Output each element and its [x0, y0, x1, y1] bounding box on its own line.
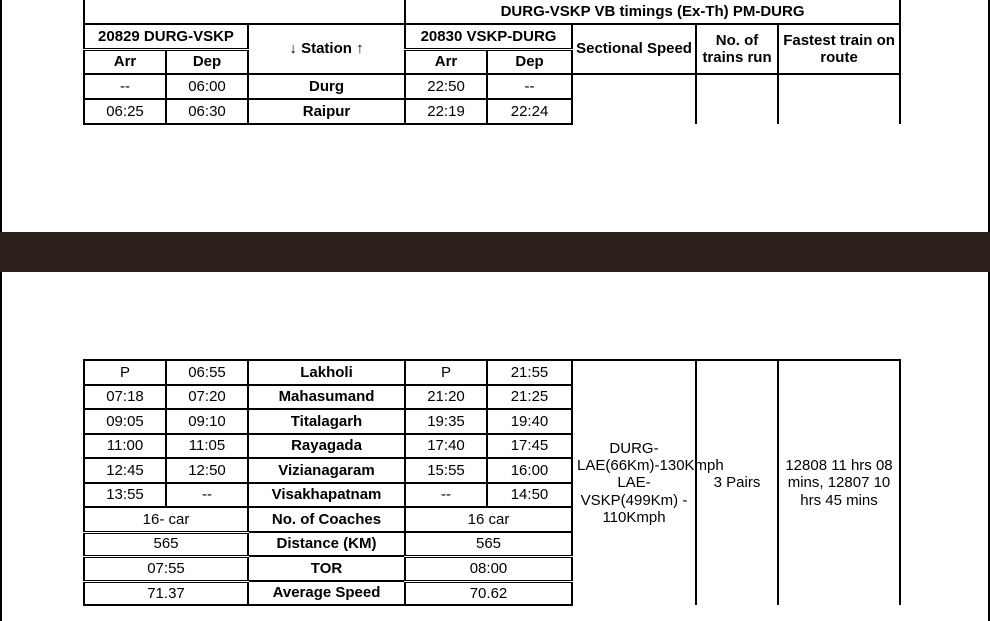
up-arr: -- — [405, 483, 487, 507]
down-dep-header: Dep — [166, 49, 248, 74]
timetable-top — [83, 0, 901, 125]
down-dep: 12:50 — [166, 458, 248, 483]
fastest-train-text: 12808 11 hrs 08 mins, 12807 10 hrs 45 mins — [778, 360, 900, 605]
down-arr-header: Arr — [84, 49, 166, 74]
up-dep: 21:25 — [487, 385, 572, 409]
down-dep: 06:30 — [166, 99, 248, 124]
page-left-border — [0, 0, 2, 621]
station-name: Visakhapatnam — [248, 483, 405, 507]
station-name: Lakholi — [248, 360, 405, 385]
down-dep: 07:20 — [166, 385, 248, 409]
up-arr: 22:50 — [405, 74, 487, 99]
up-dep: -- — [487, 74, 572, 99]
sectional-speed-header: Sectional Speed — [572, 24, 696, 74]
summary-label: No. of Coaches — [248, 507, 405, 532]
station-name: Vizianagaram — [248, 458, 405, 483]
trains-run-cell-top — [696, 74, 778, 124]
up-summary: 565 — [405, 532, 572, 556]
station-header: ↓ Station ↑ — [248, 24, 405, 74]
down-arr: 12:45 — [84, 458, 166, 483]
summary-label: Distance (KM) — [248, 532, 405, 556]
trains-run-header: No. of trains run — [696, 24, 778, 74]
station-name: Titalagarh — [248, 409, 405, 434]
up-arr: 15:55 — [405, 458, 487, 483]
down-dep: 06:55 — [166, 360, 248, 385]
sectional-speed-text: DURG-LAE(66Km)-130Kmph LAE-VSKP(499Km) - 110Kmph — [572, 360, 696, 605]
station-name: Durg — [248, 74, 405, 99]
down-dep: 11:05 — [166, 434, 248, 458]
up-summary: 70.62 — [405, 581, 572, 605]
summary-label: Average Speed — [248, 581, 405, 605]
up-dep: 16:00 — [487, 458, 572, 483]
up-arr: P — [405, 360, 487, 385]
up-dep: 22:24 — [487, 99, 572, 124]
train-up-header: 20830 VSKP-DURG — [405, 24, 572, 49]
down-summary: 16- car — [84, 507, 248, 532]
page-separator — [0, 232, 990, 272]
up-summary: 08:00 — [405, 556, 572, 581]
down-arr: 06:25 — [84, 99, 166, 124]
down-arr: 07:18 — [84, 385, 166, 409]
down-arr: 11:00 — [84, 434, 166, 458]
up-summary: 16 car — [405, 507, 572, 532]
down-arr: -- — [84, 74, 166, 99]
up-dep-header: Dep — [487, 49, 572, 74]
up-arr: 17:40 — [405, 434, 487, 458]
timetable-bottom — [83, 359, 901, 606]
up-arr: 19:35 — [405, 409, 487, 434]
station-name: Rayagada — [248, 434, 405, 458]
down-summary: 71.37 — [84, 581, 248, 605]
up-arr-header: Arr — [405, 49, 487, 74]
fastest-train-cell-top — [778, 74, 900, 124]
up-dep: 19:40 — [487, 409, 572, 434]
up-arr: 21:20 — [405, 385, 487, 409]
up-dep: 21:55 — [487, 360, 572, 385]
table-row — [84, 360, 900, 385]
down-arr: 09:05 — [84, 409, 166, 434]
trains-run-text: 3 Pairs — [696, 360, 778, 605]
down-summary: 565 — [84, 532, 248, 556]
table-title: DURG-VSKP VB timings (Ex-Th) PM-DURG — [405, 0, 900, 24]
down-arr: P — [84, 360, 166, 385]
summary-label: TOR — [248, 556, 405, 581]
down-dep: 09:10 — [166, 409, 248, 434]
title-blank — [84, 0, 405, 24]
fastest-train-header: Fastest train on route — [778, 24, 900, 74]
station-name: Raipur — [248, 99, 405, 124]
train-down-header: 20829 DURG-VSKP — [84, 24, 248, 49]
down-dep: -- — [166, 483, 248, 507]
sectional-speed-cell-top — [572, 74, 696, 124]
table-row — [84, 74, 900, 99]
up-dep: 17:45 — [487, 434, 572, 458]
station-name: Mahasumand — [248, 385, 405, 409]
down-arr: 13:55 — [84, 483, 166, 507]
up-arr: 22:19 — [405, 99, 487, 124]
up-dep: 14:50 — [487, 483, 572, 507]
down-summary: 07:55 — [84, 556, 248, 581]
down-dep: 06:00 — [166, 74, 248, 99]
